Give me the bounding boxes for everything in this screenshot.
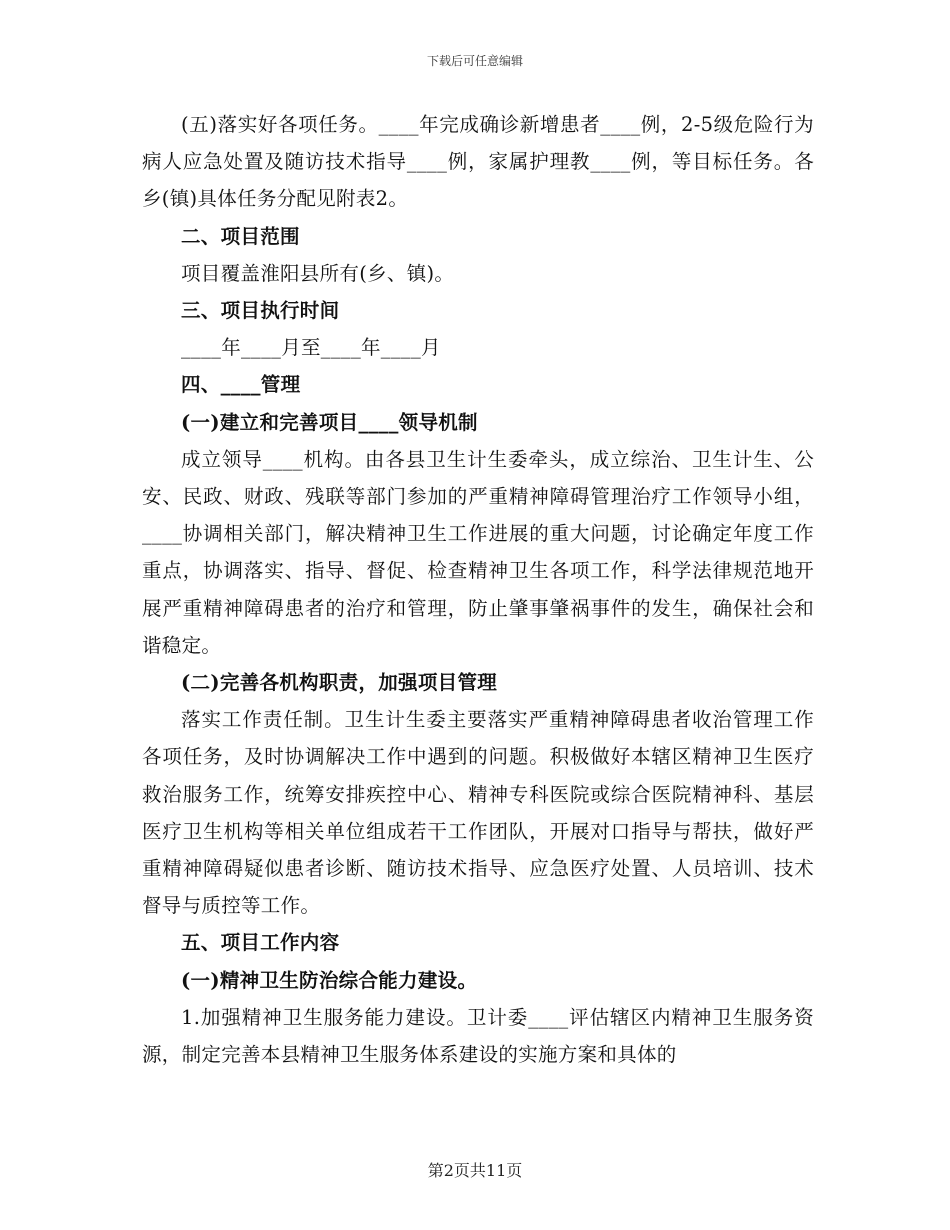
paragraph-project-scope: 项目覆盖淮阳县所有(乡、镇)。 [181, 261, 455, 285]
heading-work-content: 五、项目工作内容 [181, 931, 340, 955]
heading-project-scope: 二、项目范围 [181, 224, 300, 248]
heading-execution-time: 三、项目执行时间 [181, 299, 340, 323]
paragraph-task-targets: (五)落实好各项任务。____年完成确诊新增患者____例，2-5级危险行为病人应急处置及随访技术指导____例，家属护理教____例，等目标任务。各乡(镇)具体任务分配见附表2。 [142, 113, 814, 211]
paragraph-leadership-mechanism: 成立领导____机构。由各县卫生计生委牵头，成立综治、卫生计生、公安、民政、财政、残联等部门参加的严重精神障碍管理治疗工作领导小组，____协调相关部门，解决精神卫生工作进展的重大问题，讨论确定年度工作重点，协调落实、指导、督促、检查精神卫生各项工作，科学法律规范地开展严重精神障碍患者的治疗和管理，防止肇事肇祸事件的发生，确保社会和谐稳定。 [142, 447, 814, 657]
paragraph-execution-time: ____年____月至____年____月 [181, 336, 441, 360]
subheading-capacity-building: (一)精神卫生防治综合能力建设。 [181, 968, 478, 992]
heading-management: 四、____管理 [181, 373, 301, 397]
document-body [142, 106, 814, 1073]
subheading-leadership-mechanism: (一)建立和完善项目____领导机制 [181, 410, 478, 434]
paragraph-institution-duties: 落实工作责任制。卫生计生委主要落实严重精神障碍患者收治管理工作各项任务，及时协调解决工作中遇到的问题。积极做好本辖区精神卫生医疗救治服务工作，统筹安排疾控中心、精神专科医院或综合医院精神科、基层医疗卫生机构等相关单位组成若干工作团队，开展对口指导与帮扶，做好严重精神障碍疑似患者诊断、随访技术指导、应急医疗处置、人员培训、技术督导与质控等工作。 [142, 708, 814, 918]
paragraph-service-capacity: 1.加强精神卫生服务能力建设。卫计委____评估辖区内精神卫生服务资源，制定完善本县精神卫生服务体系建设的实施方案和具体的 [142, 1005, 814, 1067]
download-note: 下载后可任意编辑 [426, 54, 523, 68]
page-number: 第2页共11页 [427, 1161, 523, 1180]
subheading-institution-duties: (二)完善各机构职责，加强项目管理 [181, 671, 498, 695]
